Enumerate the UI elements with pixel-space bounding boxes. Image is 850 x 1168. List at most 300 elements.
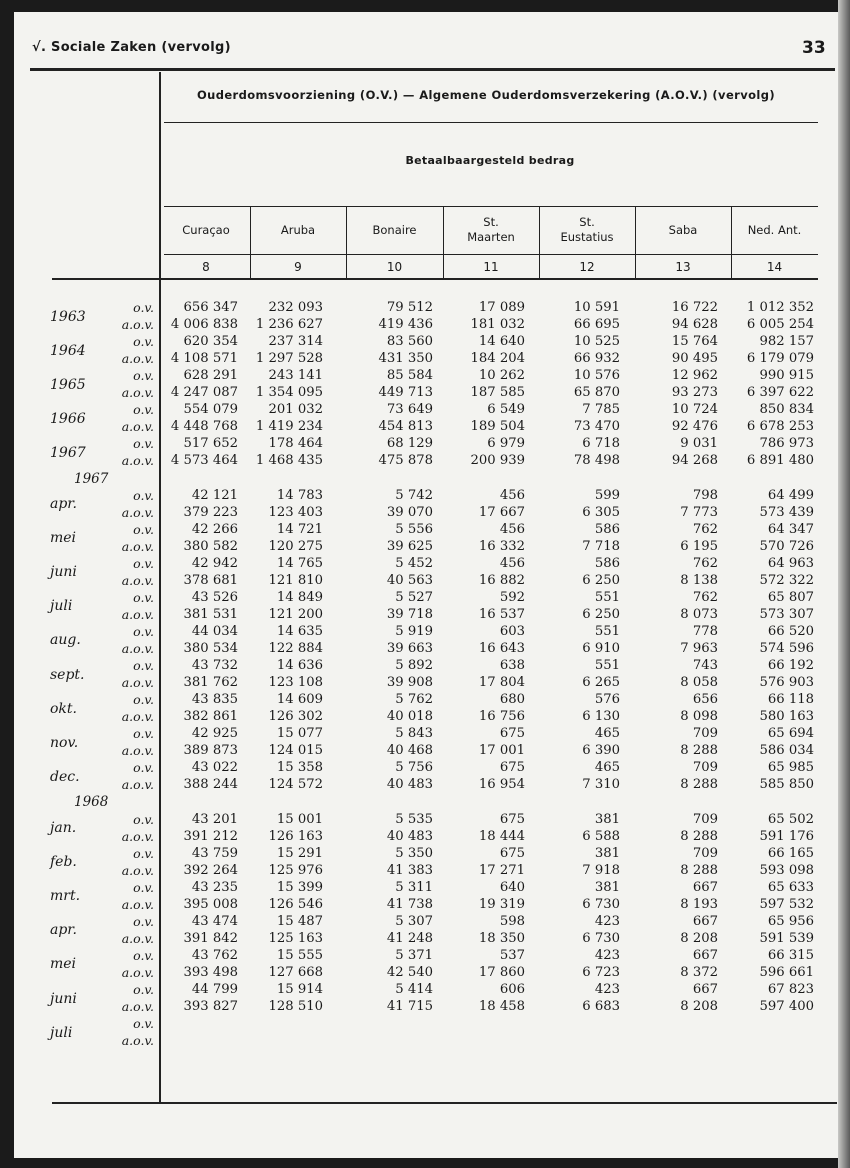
table-cell: 8 193 (680, 896, 718, 912)
table-cell: 5 762 (395, 692, 433, 708)
table-cell: 423 (594, 982, 620, 997)
table-cell: 64 963 (767, 555, 814, 571)
table-cell: 798 (692, 487, 718, 503)
table-cell: 15 487 (276, 913, 323, 929)
table-cell: 92 476 (671, 419, 718, 435)
period-label: juni (50, 564, 77, 581)
table-row (0, 691, 850, 708)
row-type-label: a.o.v. (121, 896, 154, 912)
table-cell: 709 (692, 811, 718, 827)
table-cell: 41 738 (386, 896, 433, 912)
table-cell: 178 464 (268, 436, 323, 452)
table-cell: 380 582 (183, 538, 238, 554)
table-cell: 123 403 (268, 504, 323, 520)
column-number: 9 (294, 260, 302, 274)
table-cell: 5 414 (395, 982, 433, 997)
table-cell: 40 468 (386, 743, 433, 759)
table-cell: 65 870 (573, 385, 620, 401)
period-label: sept. (50, 666, 85, 683)
table-cell: 6 730 (582, 896, 620, 912)
column-number: 14 (766, 260, 783, 274)
table-cell: 8 288 (680, 777, 718, 793)
table-row (0, 1032, 850, 1049)
table-cell: 380 534 (183, 641, 238, 656)
table-cell: 1 354 095 (255, 385, 323, 401)
table-cell: 554 079 (183, 402, 238, 418)
table-cell: 39 070 (386, 504, 433, 520)
table-cell: 243 141 (268, 368, 323, 384)
table-cell: 6 250 (582, 572, 620, 588)
column-header: Aruba (280, 222, 316, 237)
table-cell: 4 448 768 (170, 419, 238, 435)
table-cell: 40 018 (386, 709, 433, 725)
table-cell: 17 667 (478, 504, 525, 520)
table-cell: 743 (692, 658, 718, 674)
row-type-label: o.v. (133, 334, 154, 350)
table-cell: 786 973 (759, 436, 814, 452)
table-cell: 40 483 (386, 777, 433, 793)
table-cell: 667 (692, 947, 718, 963)
table-cell: 19 319 (478, 896, 525, 912)
table-cell: 6 723 (582, 964, 620, 980)
table-cell: 43 762 (191, 947, 238, 963)
table-cell: 574 596 (759, 641, 814, 656)
table-cell: 573 439 (759, 504, 814, 520)
column-header: Curaçao (182, 222, 230, 237)
table-cell: 8 098 (680, 709, 718, 725)
table-cell: 15 914 (276, 982, 323, 997)
table-cell: 66 695 (573, 317, 620, 333)
table-cell: 125 976 (268, 862, 323, 878)
period-label: 1967 (50, 444, 86, 461)
table-cell: 456 (499, 487, 525, 503)
row-type-label: a.o.v. (121, 453, 154, 469)
period-label: dec. (50, 768, 80, 785)
table-cell: 7 718 (582, 538, 620, 554)
table-cell: 423 (594, 947, 620, 963)
table-cell: 8 208 (680, 930, 718, 946)
table-cell: 18 444 (478, 828, 525, 844)
table-row (0, 299, 850, 316)
period-label: mei (50, 530, 77, 547)
column-number: 10 (386, 260, 403, 274)
table-cell: 18 458 (478, 999, 525, 1015)
table-cell: 7 785 (582, 402, 620, 418)
table-cell: 39 625 (386, 538, 433, 554)
table-cell: 66 165 (767, 845, 814, 861)
table-cell: 7 918 (582, 862, 620, 878)
table-cell: 64 499 (767, 487, 814, 503)
row-type-label: o.v. (133, 521, 154, 537)
table-cell: 389 873 (183, 743, 238, 759)
table-cell: 16 722 (671, 300, 718, 315)
table-cell: 40 483 (386, 828, 433, 844)
table-cell: 15 358 (276, 760, 323, 776)
table-row (0, 401, 850, 418)
table-cell: 596 661 (759, 964, 814, 980)
table-cell: 391 842 (183, 930, 238, 946)
table-row (0, 316, 850, 333)
table-row (0, 452, 850, 469)
table-cell: 606 (499, 982, 525, 997)
table-cell: 392 264 (183, 862, 238, 878)
table-row (0, 862, 850, 879)
table-cell: 599 (594, 487, 620, 503)
table-cell: 6 730 (582, 930, 620, 946)
table-cell: 379 223 (183, 504, 238, 520)
table-cell: 591 539 (759, 930, 814, 946)
table-cell: 65 502 (767, 811, 814, 827)
table-cell: 778 (692, 623, 718, 639)
table-cell: 10 591 (573, 300, 620, 315)
table-cell: 10 576 (573, 368, 620, 384)
table-row (0, 725, 850, 742)
table-cell: 640 (499, 879, 525, 895)
table-cell: 17 001 (478, 743, 525, 759)
row-type-label: o.v. (133, 436, 154, 452)
table-cell: 16 882 (478, 572, 525, 588)
row-type-label: a.o.v. (121, 641, 154, 656)
period-label: apr. (50, 496, 77, 513)
row-type-label: a.o.v. (121, 999, 154, 1015)
table-cell: 73 470 (573, 419, 620, 435)
row-type-label: a.o.v. (121, 777, 154, 793)
column-header: Bonaire (372, 222, 417, 237)
table-cell: 16 537 (478, 606, 525, 622)
table-cell: 73 649 (386, 402, 433, 418)
table-cell: 17 271 (478, 862, 525, 878)
row-type-label: o.v. (133, 658, 154, 674)
table-cell: 39 908 (386, 675, 433, 691)
row-type-label: o.v. (133, 589, 154, 605)
table-cell: 667 (692, 982, 718, 997)
table-row (0, 333, 850, 350)
table-cell: 593 098 (759, 862, 814, 878)
table-cell: 65 694 (767, 726, 814, 742)
table-cell: 42 540 (386, 964, 433, 980)
table-cell: 8 138 (680, 572, 718, 588)
table-cell: 124 015 (268, 743, 323, 759)
table-cell: 68 129 (386, 436, 433, 452)
column-header: St. Maarten (467, 215, 515, 244)
table-cell: 44 799 (191, 982, 238, 997)
period-label: nov. (50, 734, 79, 751)
table-cell: 189 504 (470, 419, 525, 435)
table-cell: 17 860 (478, 964, 525, 980)
table-row (0, 759, 850, 776)
table-cell: 5 843 (395, 726, 433, 742)
table-cell: 122 884 (268, 641, 323, 656)
table-cell: 675 (499, 845, 525, 861)
table-cell: 5 452 (395, 555, 433, 571)
table-cell: 125 163 (268, 930, 323, 946)
table-cell: 475 878 (378, 453, 433, 469)
table-cell: 43 526 (191, 589, 238, 605)
table-cell: 43 732 (191, 658, 238, 674)
period-label: okt. (50, 700, 77, 717)
row-type-label: o.v. (133, 623, 154, 639)
table-cell: 586 034 (759, 743, 814, 759)
table-cell: 78 498 (573, 453, 620, 469)
table-cell: 94 628 (671, 317, 718, 333)
row-type-label: a.o.v. (121, 1033, 154, 1049)
table-cell: 4 573 464 (170, 453, 238, 469)
table-cell: 14 783 (276, 487, 323, 503)
table-cell: 12 962 (671, 368, 718, 384)
table-cell: 8 288 (680, 828, 718, 844)
table-cell: 6 005 254 (746, 317, 814, 333)
table-cell: 43 022 (191, 760, 238, 776)
table-row (0, 1015, 850, 1032)
table-cell: 551 (594, 589, 620, 605)
table-cell: 419 436 (378, 317, 433, 333)
table-cell: 1 419 234 (255, 419, 323, 435)
table-row (0, 589, 850, 606)
table-cell: 5 892 (395, 658, 433, 674)
table-cell: 656 (692, 692, 718, 708)
table-cell: 6 195 (680, 538, 718, 554)
table-cell: 43 474 (191, 913, 238, 929)
table-cell: 200 939 (470, 453, 525, 469)
table-row (0, 947, 850, 964)
table-cell: 709 (692, 760, 718, 776)
table-row (0, 657, 850, 674)
table-cell: 41 248 (386, 930, 433, 946)
table-cell: 39 718 (386, 606, 433, 622)
table-cell: 93 273 (671, 385, 718, 401)
column-number: 12 (579, 260, 595, 274)
bottom-rule (52, 1102, 837, 1104)
table-row (0, 538, 850, 555)
period-label: 1964 (50, 342, 86, 359)
period-label: feb. (50, 854, 77, 871)
table-cell: 42 121 (191, 487, 238, 503)
period-label: 1965 (50, 376, 86, 393)
table-cell: 5 556 (395, 521, 433, 537)
table-row (0, 487, 850, 504)
table-cell: 465 (594, 760, 620, 776)
table-row (0, 981, 850, 998)
table-row (0, 742, 850, 759)
table-cell: 16 643 (478, 641, 525, 656)
table-row (0, 998, 850, 1015)
row-type-label: o.v. (133, 982, 154, 997)
table-cell: 381 762 (183, 675, 238, 691)
table-cell: 187 585 (470, 385, 525, 401)
table-cell: 1 012 352 (746, 300, 814, 315)
table-cell: 43 201 (191, 811, 238, 827)
table-cell: 573 307 (759, 606, 814, 622)
table-cell: 66 315 (767, 947, 814, 963)
table-cell: 850 834 (759, 402, 814, 418)
table-cell: 8 058 (680, 675, 718, 691)
table-cell: 126 546 (268, 896, 323, 912)
table-row (0, 930, 850, 947)
table-cell: 382 861 (183, 709, 238, 725)
row-type-label: a.o.v. (121, 862, 154, 878)
row-type-label: a.o.v. (121, 743, 154, 759)
row-type-label: o.v. (133, 555, 154, 571)
table-cell: 66 932 (573, 351, 620, 367)
table-cell: 393 498 (183, 964, 238, 980)
column-number: 11 (483, 260, 499, 274)
table-cell: 381 (594, 845, 620, 861)
table-cell: 5 742 (395, 487, 433, 503)
table-cell: 5 307 (395, 913, 433, 929)
table-cell: 381 (594, 879, 620, 895)
table-cell: 7 773 (680, 504, 718, 520)
table-cell: 391 212 (183, 828, 238, 844)
table-cell: 41 715 (386, 999, 433, 1015)
table-cell: 237 314 (268, 334, 323, 350)
colnum-rule (52, 278, 818, 280)
table-cell: 6 891 480 (746, 453, 814, 469)
column-header: Saba (668, 222, 698, 237)
table-cell: 675 (499, 811, 525, 827)
column-number: 13 (675, 260, 691, 274)
table-cell: 14 849 (276, 589, 323, 605)
table-cell: 8 288 (680, 862, 718, 878)
table-row (0, 367, 850, 384)
period-label: 1966 (50, 410, 86, 427)
table-row (0, 776, 850, 793)
table-cell: 121 200 (268, 606, 323, 622)
table-cell: 395 008 (183, 896, 238, 912)
table-cell: 39 663 (386, 641, 433, 656)
table-cell: 15 399 (276, 879, 323, 895)
table-cell: 381 531 (183, 606, 238, 622)
row-type-label: a.o.v. (121, 385, 154, 401)
table-cell: 127 668 (268, 964, 323, 980)
table-cell: 65 956 (767, 913, 814, 929)
row-type-label: a.o.v. (121, 419, 154, 435)
table-row (0, 555, 850, 572)
table-row (0, 504, 850, 521)
table-cell: 64 347 (767, 521, 814, 537)
table-cell: 67 823 (767, 982, 814, 997)
period-label: aug. (50, 632, 81, 649)
period-label: juli (50, 1024, 73, 1041)
table-cell: 580 163 (759, 709, 814, 725)
row-type-label: a.o.v. (121, 606, 154, 622)
table-cell: 10 525 (573, 334, 620, 350)
table-cell: 680 (499, 692, 525, 708)
table-cell: 5 535 (395, 811, 433, 827)
table-cell: 16 332 (478, 538, 525, 554)
row-type-label: o.v. (133, 402, 154, 418)
table-cell: 667 (692, 879, 718, 895)
table-cell: 15 291 (276, 845, 323, 861)
table-cell: 585 850 (759, 777, 814, 793)
table-cell: 66 192 (767, 658, 814, 674)
table-cell: 16 954 (478, 777, 525, 793)
table-cell: 65 807 (767, 589, 814, 605)
table-cell: 551 (594, 658, 620, 674)
table-cell: 5 350 (395, 845, 433, 861)
table-cell: 66 118 (767, 692, 814, 708)
table-row (0, 811, 850, 828)
table-cell: 14 609 (276, 692, 323, 708)
table-sub-heading: Betaalbaargesteld bedrag (405, 154, 575, 167)
table-cell: 638 (499, 658, 525, 674)
table-cell: 456 (499, 555, 525, 571)
table-row (0, 606, 850, 623)
table-cell: 17 804 (478, 675, 525, 691)
table-cell: 586 (594, 555, 620, 571)
row-type-label: o.v. (133, 913, 154, 929)
table-cell: 8 208 (680, 999, 718, 1015)
period-label: apr. (50, 922, 77, 939)
table-cell: 124 572 (268, 777, 323, 793)
table-row (0, 418, 850, 435)
table-cell: 126 302 (268, 709, 323, 725)
table-cell: 378 681 (183, 572, 238, 588)
table-row (0, 623, 850, 640)
table-cell: 14 721 (276, 521, 323, 537)
table-cell: 6 265 (582, 675, 620, 691)
table-cell: 9 031 (680, 436, 718, 452)
row-type-label: a.o.v. (121, 317, 154, 333)
page-number: 33 (802, 38, 826, 58)
table-cell: 572 322 (759, 572, 814, 588)
row-type-label: a.o.v. (121, 351, 154, 367)
table-cell: 762 (692, 521, 718, 537)
table-cell: 123 108 (268, 675, 323, 691)
table-cell: 990 915 (759, 368, 814, 384)
table-cell: 15 764 (671, 334, 718, 350)
table-cell: 181 032 (470, 317, 525, 333)
table-row (0, 350, 850, 367)
period-label: 1963 (50, 308, 86, 325)
table-row (0, 572, 850, 589)
table-cell: 6 549 (487, 402, 525, 418)
row-type-label: o.v. (133, 1016, 154, 1032)
table-cell: 18 350 (478, 930, 525, 946)
table-cell: 8 288 (680, 743, 718, 759)
table-cell: 449 713 (378, 385, 433, 401)
table-cell: 4 006 838 (170, 317, 238, 333)
table-cell: 5 527 (395, 589, 433, 605)
table-cell: 65 633 (767, 879, 814, 895)
period-label: jan. (50, 820, 77, 837)
table-row (0, 708, 850, 725)
table-cell: 620 354 (183, 334, 238, 350)
table-row (0, 845, 850, 862)
table-cell: 85 584 (386, 368, 433, 384)
table-cell: 5 311 (395, 879, 433, 895)
row-type-label: o.v. (133, 879, 154, 895)
table-cell: 90 495 (671, 351, 718, 367)
table-cell: 982 157 (759, 334, 814, 350)
table-cell: 570 726 (759, 538, 814, 554)
row-type-label: o.v. (133, 760, 154, 776)
table-cell: 586 (594, 521, 620, 537)
table-cell: 456 (499, 521, 525, 537)
row-type-label: o.v. (133, 692, 154, 708)
table-cell: 65 985 (767, 760, 814, 776)
row-type-label: o.v. (133, 300, 154, 315)
table-cell: 551 (594, 623, 620, 639)
table-cell: 40 563 (386, 572, 433, 588)
table-cell: 6 250 (582, 606, 620, 622)
table-cell: 8 372 (680, 964, 718, 980)
table-cell: 709 (692, 726, 718, 742)
column-header: St. Eustatius (560, 215, 614, 244)
table-cell: 94 268 (671, 453, 718, 469)
row-type-label: o.v. (133, 726, 154, 742)
table-cell: 592 (499, 589, 525, 605)
table-cell: 8 073 (680, 606, 718, 622)
